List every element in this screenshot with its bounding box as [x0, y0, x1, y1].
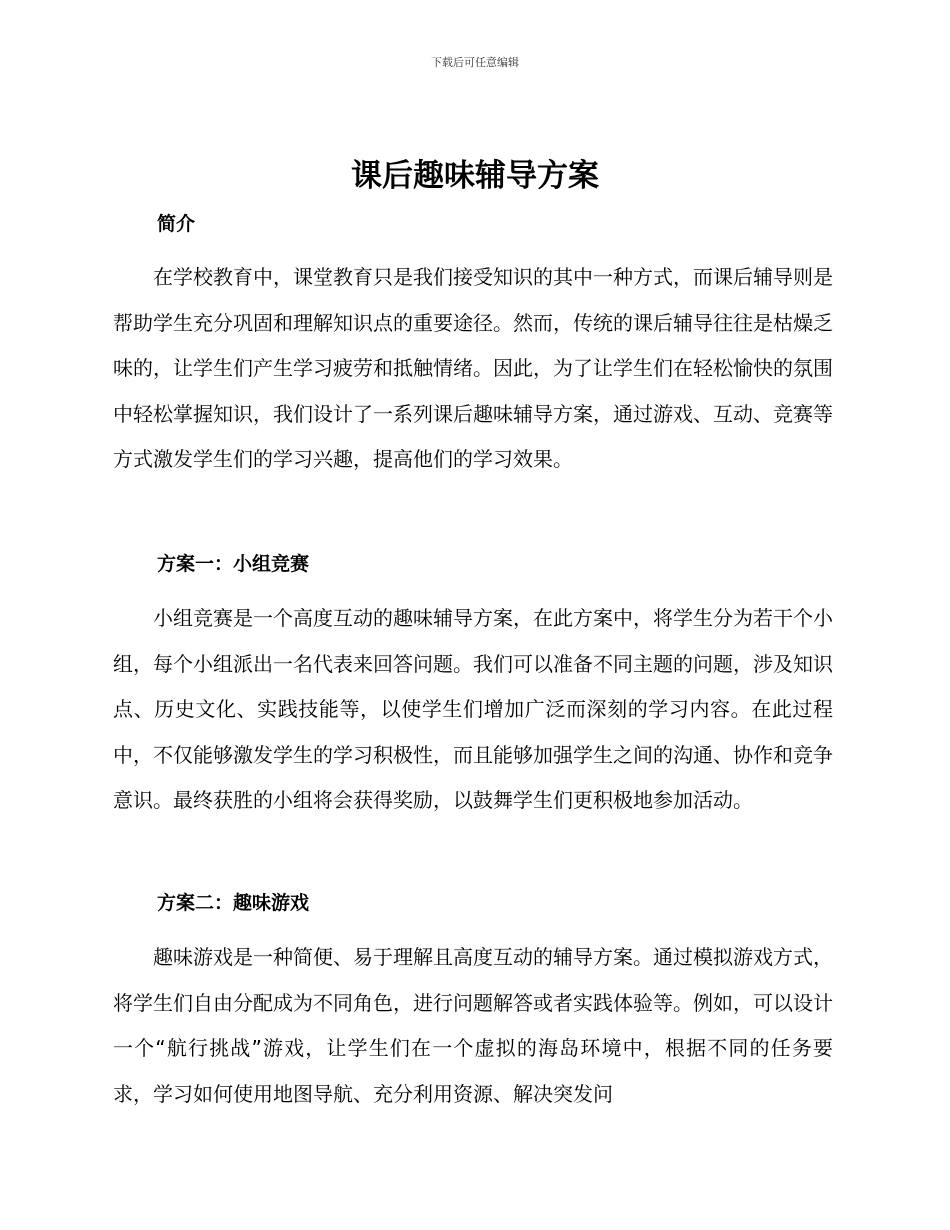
section-heading-plan-two: 方案二：趣味游戏	[157, 892, 310, 914]
section-body-plan-two: 趣味游戏是一种简便、易于理解且高度互动的辅导方案。通过模拟游戏方式，将学生们自由分配成为不同角色，进行问题解答或者实践体验等。例如，可以设计一个“航行挑战”游戏，让学生们在一个虚拟的海岛环境中，根据不同的任务要求，学习如何使用地图导航、充分利用资源、解决突发问	[113, 945, 833, 1106]
section-body-intro: 在学校教育中，课堂教育只是我们接受知识的其中一种方式，而课后辅导则是帮助学生充分巩固和理解知识点的重要途径。然而，传统的课后辅导往往是枯燥乏味的，让学生们产生学习疲劳和抵触情绪。因此，为了让学生们在轻松愉快的氛围中轻松掌握知识，我们设计了一系列课后趣味辅导方案，通过游戏、互动、竞赛等方式激发学生们的学习兴趣，提高他们的学习效果。	[113, 265, 833, 472]
document-title: 课后趣味辅导方案	[351, 158, 599, 194]
section-heading-plan-one: 方案一：小组竞赛	[157, 553, 310, 575]
page-header-note: 下载后可任意编辑	[431, 56, 519, 69]
section-body-plan-one: 小组竞赛是一个高度互动的趣味辅导方案，在此方案中，将学生分为若干个小组，每个小组派出一名代表来回答问题。我们可以准备不同主题的问题，涉及知识点、历史文化、实践技能等，以使学生们增加广泛而深刻的学习内容。在此过程中，不仅能够激发学生的学习积极性，而且能够加强学生之间的沟通、协作和竞争意识。最终获胜的小组将会获得奖励，以鼓舞学生们更积极地参加活动。	[113, 606, 833, 813]
section-heading-intro: 简介	[157, 213, 196, 235]
